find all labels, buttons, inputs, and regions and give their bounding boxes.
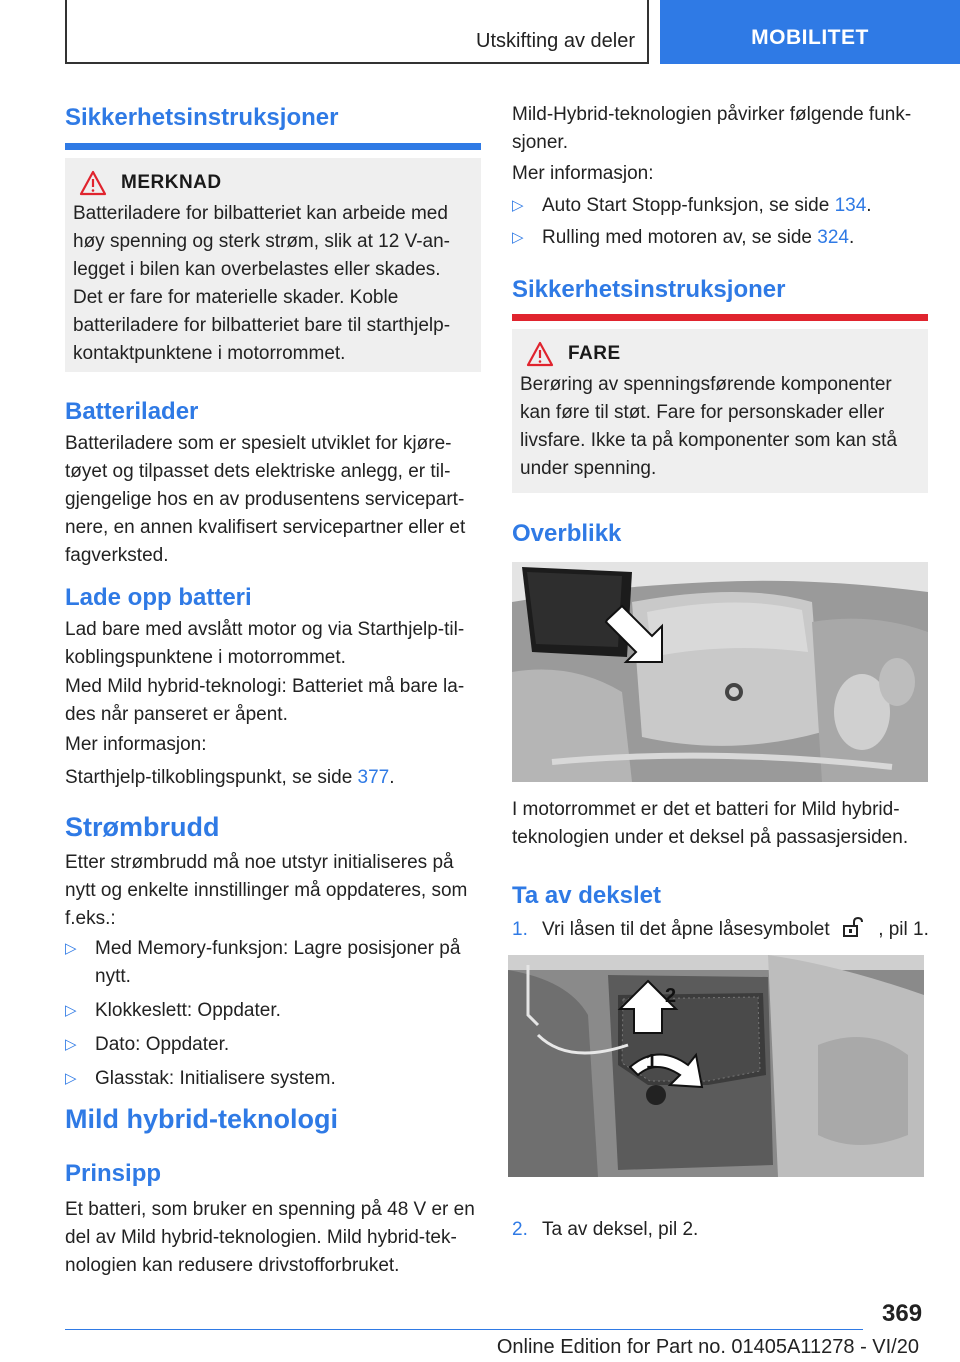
- page-link-324[interactable]: 324: [817, 227, 849, 248]
- list-item: [65, 1065, 481, 1093]
- triangle-bullet-icon: ▷: [65, 1070, 77, 1087]
- list-item-text: Rulling med motoren av, se side: [542, 227, 818, 248]
- heading-charger: Batterilader: [65, 398, 199, 425]
- list-item: [512, 192, 928, 220]
- list-item: [65, 997, 481, 1025]
- heading-remove-cover: Ta av dekslet: [512, 882, 661, 909]
- heading-charge: Lade opp batteri: [65, 584, 252, 611]
- triangle-bullet-icon: ▷: [512, 197, 524, 214]
- list-item-text: Auto Start Stopp-funksjon, se side: [542, 195, 835, 216]
- list-item-text: Dato: Oppdater.: [95, 1034, 230, 1055]
- heading-principle: Prinsipp: [65, 1160, 162, 1187]
- note-title: MERKNAD: [121, 172, 222, 193]
- triangle-bullet-icon: ▷: [65, 940, 77, 957]
- step-2-text: Ta av deksel, pil 2.: [542, 1219, 699, 1240]
- right-column: [512, 0, 929, 1240]
- charge-text-1: Lad bare med avslått motor og via Starthjelp-tilkoblingspunktene i motorrommet.: [65, 619, 465, 668]
- arrow-label-1: 1: [646, 1051, 658, 1073]
- engine-bay-illustration: [512, 562, 928, 782]
- note-box: [65, 158, 481, 372]
- triangle-bullet-icon: ▷: [512, 229, 524, 246]
- footer-divider: [65, 1329, 863, 1330]
- step-1-text: Vri låsen til det åpne låsesymbolet: [542, 919, 830, 940]
- overview-text: I motorrommet er det et batteri for Mild hybrid-teknologien under et deksel på passasjersiden.: [512, 799, 909, 848]
- heading-safety-right: Sikkerhetsinstruksjoner: [512, 276, 786, 303]
- charge-ref-end: .: [389, 767, 395, 788]
- warning-icon: [526, 341, 554, 367]
- danger-bar: [512, 314, 928, 321]
- intro-text-2: Mer informasjon:: [512, 163, 654, 184]
- power-list: [65, 935, 481, 1093]
- unlock-symbol-icon: [841, 916, 867, 938]
- list-item-text: Med Memory-funksjon: Lagre posisjoner på nytt.: [95, 938, 461, 987]
- cover-removal-photo: [508, 955, 924, 1177]
- list-item: [512, 224, 928, 252]
- page-link-377[interactable]: 377: [357, 767, 390, 788]
- header-section-title: Utskifting av deler: [476, 30, 635, 52]
- danger-title-row: [520, 337, 920, 371]
- triangle-bullet-icon: ▷: [65, 1002, 77, 1019]
- step-number: 1.: [512, 919, 528, 940]
- list-item-end: .: [848, 227, 855, 248]
- step-2: [512, 1216, 958, 1244]
- warning-icon: [79, 170, 107, 196]
- charge-ref-text: Starthjelp-tilkoblingspunkt, se side: [65, 767, 358, 788]
- arrow-label-2: 2: [665, 985, 677, 1007]
- triangle-bullet-icon: ▷: [65, 1036, 77, 1053]
- page-link-134[interactable]: 134: [834, 195, 867, 216]
- intro-text-1: Mild-Hybrid-teknologien påvirker følgende funksjoner.: [512, 104, 912, 153]
- list-item-text: Klokkeslett: Oppdater.: [95, 1000, 281, 1021]
- note-text: Batteriladere for bilbatteriet kan arbeide med høy spenning og sterk strøm, slik at 12 V-anlegget i bilen kan overbelastes eller skades. Det er fare for materielle skader. Koble batteriladere for bilbatteriet bare til starthjelp-kontaktpunktene i motorrommet.: [73, 203, 451, 364]
- list-item: [65, 1031, 481, 1059]
- heading-power: Strømbrudd: [65, 812, 220, 842]
- power-text: Etter strømbrudd må noe utstyr initialiseres på nytt og enkelte innstillinger må oppdateres, som f.eks.:: [65, 852, 468, 929]
- header-tab-label: MOBILITET: [751, 26, 869, 49]
- heading-bar: [65, 143, 481, 150]
- step-number: 2.: [512, 1219, 528, 1240]
- cover-removal-illustration: [508, 955, 924, 1177]
- danger-box: [512, 329, 928, 493]
- step-1: [512, 916, 958, 944]
- danger-title: FARE: [568, 343, 621, 364]
- list-item: [65, 935, 481, 991]
- step-1-suffix: , pil 1.: [878, 919, 929, 940]
- links-list: [512, 192, 928, 252]
- list-item-text: Glasstak: Initialisere system.: [95, 1068, 336, 1089]
- heading-safety-left: Sikkerhetsinstruksjoner: [65, 104, 339, 131]
- danger-text: Berøring av spenningsførende komponenter kan føre til støt. Fare for personskader eller livsfare. Ikke ta på komponenter som kan stå under spenning.: [520, 374, 898, 479]
- engine-bay-photo: [512, 562, 928, 782]
- charge-text-4: [65, 764, 481, 792]
- charge-text-3: Mer informasjon:: [65, 734, 207, 755]
- charge-text-2: Med Mild hybrid-teknologi: Batteriet må bare lades når panseret er åpent.: [65, 676, 465, 725]
- principle-text: Et batteri, som bruker en spenning på 48 V er en del av Mild hybrid-teknologien. Mild hybrid-teknologien kan redusere drivstofforbruket.: [65, 1199, 475, 1276]
- list-item-end: .: [866, 195, 872, 216]
- heading-overview: Overblikk: [512, 520, 622, 547]
- charger-text: Batteriladere som er spesielt utviklet for kjøretøyet og tilpasset dets elektriske anlegg, er tilgjengelige hos en av produsentens servicepartnere, en annen kvalifisert servicepartner eller et fagverksted.: [65, 433, 466, 566]
- heading-mild-hybrid: Mild hybrid-teknologi: [65, 1104, 338, 1134]
- footer-edition: Online Edition for Part no. 01405A11278 - VI/20: [496, 1336, 919, 1358]
- page-number: 369: [882, 1300, 923, 1327]
- note-title-row: [73, 166, 473, 200]
